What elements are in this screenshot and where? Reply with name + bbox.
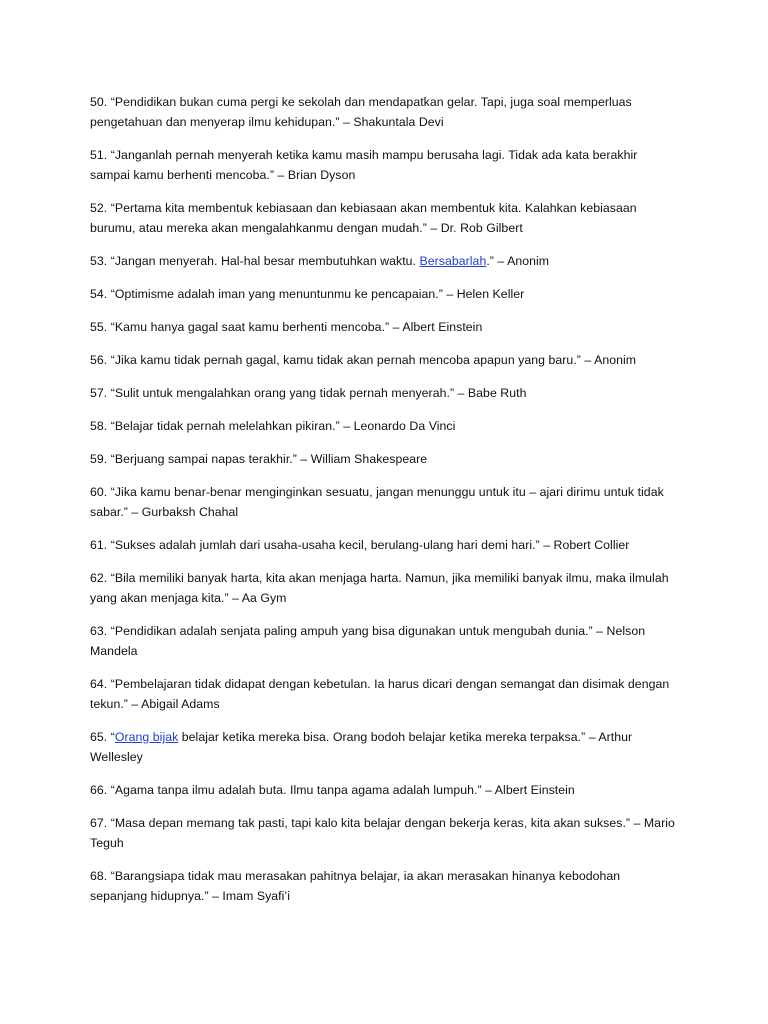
quote-text: “Jika kamu tidak pernah gagal, kamu tidak akan pernah mencoba apapun yang baru.” – Anonim: [110, 353, 637, 367]
quote-number: 56.: [90, 353, 108, 367]
quote-number: 66.: [90, 783, 108, 797]
quote-number: 57.: [90, 386, 108, 400]
quote-62: [90, 568, 675, 608]
quote-52: [90, 198, 675, 238]
quote-text: “Pendidikan bukan cuma pergi ke sekolah dan mendapatkan gelar. Tapi, juga soal memperluas pengetahuan dan menyerap ilmu kehidupan.” – Shakuntala Devi: [90, 95, 632, 129]
quote-66: [90, 780, 675, 800]
quote-text: “Agama tanpa ilmu adalah buta. Ilmu tanpa agama adalah lumpuh.” – Albert Einstein: [110, 783, 575, 797]
quote-57: [90, 383, 675, 403]
quote-text: “Optimisme adalah iman yang menuntunmu ke pencapaian.” – Helen Keller: [110, 287, 525, 301]
orang-bijak-link[interactable]: Orang bijak: [114, 730, 179, 744]
document-page: [90, 92, 675, 919]
quote-number: 54.: [90, 287, 108, 301]
quote-number: 50.: [90, 95, 108, 109]
quote-64: [90, 674, 675, 714]
quote-text: “Kamu hanya gagal saat kamu berhenti mencoba.” – Albert Einstein: [110, 320, 483, 334]
quote-text: “Sulit untuk mengalahkan orang yang tidak pernah menyerah.” – Babe Ruth: [110, 386, 527, 400]
quote-number: 60.: [90, 485, 108, 499]
quote-text: “Pendidikan adalah senjata paling ampuh yang bisa digunakan untuk mengubah dunia.” – Nelson Mandela: [90, 624, 646, 658]
quote-63: [90, 621, 675, 661]
quote-54: [90, 284, 675, 304]
quote-51: [90, 145, 675, 185]
quote-number: 63.: [90, 624, 108, 638]
quote-text: “Jika kamu benar-benar menginginkan sesuatu, jangan menunggu untuk itu – ajari dirimu untuk tidak sabar.” – Gurbaksh Chahal: [90, 485, 664, 519]
quote-53: [90, 251, 675, 271]
quote-text: “Bila memiliki banyak harta, kita akan menjaga harta. Namun, jika memiliki banyak ilmu, maka ilmulah yang akan menjaga kita.” – Aa Gym: [90, 571, 669, 605]
quote-number: 59.: [90, 452, 108, 466]
quote-text: “Pertama kita membentuk kebiasaan dan kebiasaan akan membentuk kita. Kalahkan kebiasaan burumu, atau mereka akan mengalahkanmu dengan mudah.” – Dr. Rob Gilbert: [90, 201, 637, 235]
quote-number: 67.: [90, 816, 108, 830]
quote-number: 51.: [90, 148, 108, 162]
quote-number: 68.: [90, 869, 108, 883]
quote-text: “Sukses adalah jumlah dari usaha-usaha kecil, berulang-ulang hari demi hari.” – Robert Collier: [110, 538, 630, 552]
quote-text: “Janganlah pernah menyerah ketika kamu masih mampu berusaha lagi. Tidak ada kata berakhir sampai kamu berhenti mencoba.” – Brian Dyson: [90, 148, 638, 182]
quote-number: 52.: [90, 201, 108, 215]
quote-text-before: “Jangan menyerah. Hal-hal besar membutuhkan waktu.: [110, 254, 420, 268]
quote-56: [90, 350, 675, 370]
quote-text: “Pembelajaran tidak didapat dengan kebetulan. Ia harus dicari dengan semangat dan disimak dengan tekun.” – Abigail Adams: [90, 677, 670, 711]
quote-60: [90, 482, 675, 522]
quote-text-after: .” – Anonim: [486, 254, 550, 268]
quote-text: “Masa depan memang tak pasti, tapi kalo kita belajar dengan bekerja keras, kita akan sukses.” – Mario Teguh: [90, 816, 675, 850]
quote-68: [90, 866, 675, 906]
quote-59: [90, 449, 675, 469]
quote-67: [90, 813, 675, 853]
quote-65: [90, 727, 675, 767]
quote-text-before: “: [110, 730, 115, 744]
quote-text: “Barangsiapa tidak mau merasakan pahitnya belajar, ia akan merasakan hinanya kebodohan sepanjang hidupnya.” – Imam Syafi’i: [90, 869, 621, 903]
quote-61: [90, 535, 675, 555]
quote-text: “Berjuang sampai napas terakhir.” – William Shakespeare: [110, 452, 428, 466]
quote-text-after: belajar ketika mereka bisa. Orang bodoh belajar ketika mereka terpaksa.” – Arthur Wellesley: [90, 730, 633, 764]
quote-number: 65.: [90, 730, 108, 744]
quote-58: [90, 416, 675, 436]
bersabarlah-link[interactable]: Bersabarlah: [419, 254, 487, 268]
quote-number: 61.: [90, 538, 108, 552]
quote-55: [90, 317, 675, 337]
quote-number: 55.: [90, 320, 108, 334]
quote-number: 62.: [90, 571, 108, 585]
quote-text: “Belajar tidak pernah melelahkan pikiran.” – Leonardo Da Vinci: [110, 419, 456, 433]
quote-number: 53.: [90, 254, 108, 268]
quote-number: 64.: [90, 677, 108, 691]
quote-number: 58.: [90, 419, 108, 433]
quote-50: [90, 92, 675, 132]
